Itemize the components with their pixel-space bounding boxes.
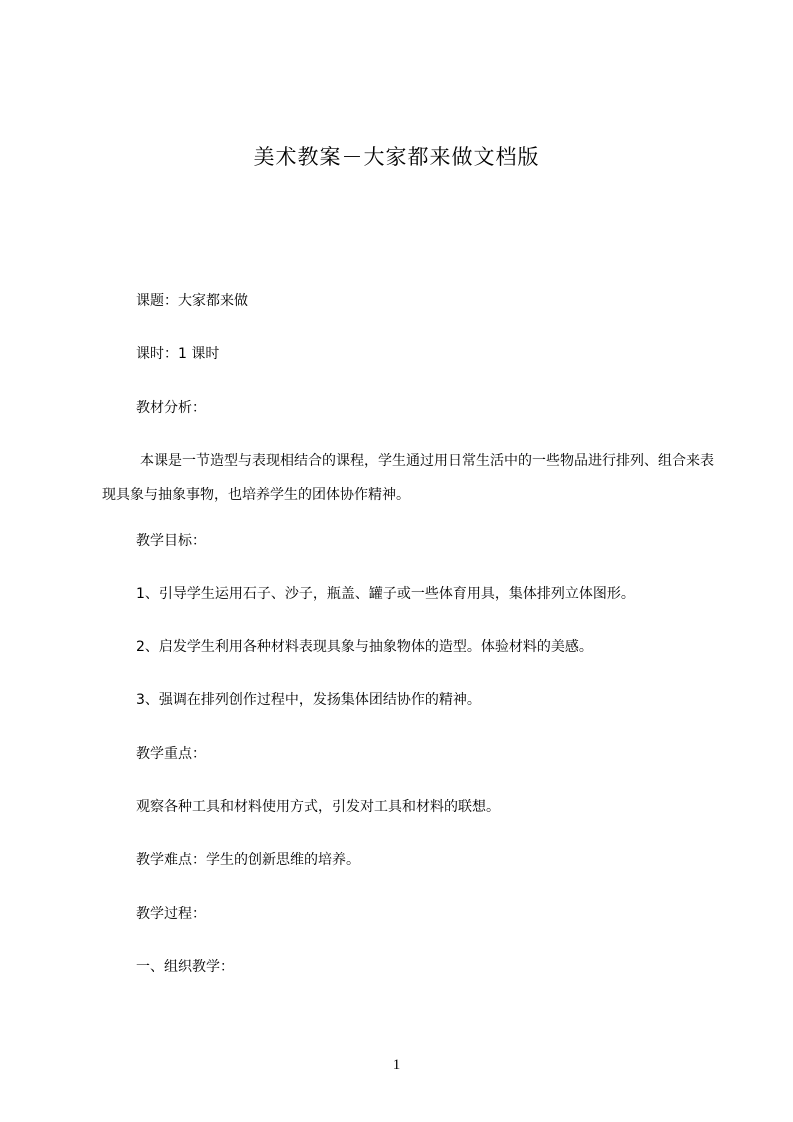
document-title: 美术教案－大家都来做文档版 bbox=[253, 145, 540, 169]
hours-line: 课时：1 课时 bbox=[136, 346, 220, 362]
key-points-text: 观察各种工具和材料使用方式，引发对工具和材料的联想。 bbox=[136, 799, 500, 815]
analysis-paragraph: 本课是一节造型与表现相结合的课程，学生通过用日常生活中的一些物品进行排列、组合来表现具象与抽象事物，也培养学生的团体协作精神。 bbox=[102, 453, 714, 503]
goal-item-3: 3、强调在排列创作过程中，发扬集体团结协作的精神。 bbox=[136, 692, 481, 708]
analysis-heading: 教材分析： bbox=[136, 400, 206, 416]
goal-item-2: 2、启发学生利用各种材料表现具象与抽象物体的造型。体验材料的美感。 bbox=[136, 639, 593, 655]
difficulty-line: 教学难点：学生的创新思维的培养。 bbox=[136, 852, 360, 868]
process-heading: 教学过程： bbox=[136, 906, 206, 922]
section-1-heading: 一、组织教学： bbox=[136, 959, 234, 975]
goals-heading: 教学目标： bbox=[136, 533, 206, 549]
page-number: 1 bbox=[392, 1057, 401, 1073]
key-points-heading: 教学重点： bbox=[136, 746, 206, 762]
topic-line: 课题：大家都来做 bbox=[136, 293, 248, 309]
goal-item-1: 1、引导学生运用石子、沙子，瓶盖、罐子或一些体育用具，集体排列立体图形。 bbox=[136, 586, 635, 602]
